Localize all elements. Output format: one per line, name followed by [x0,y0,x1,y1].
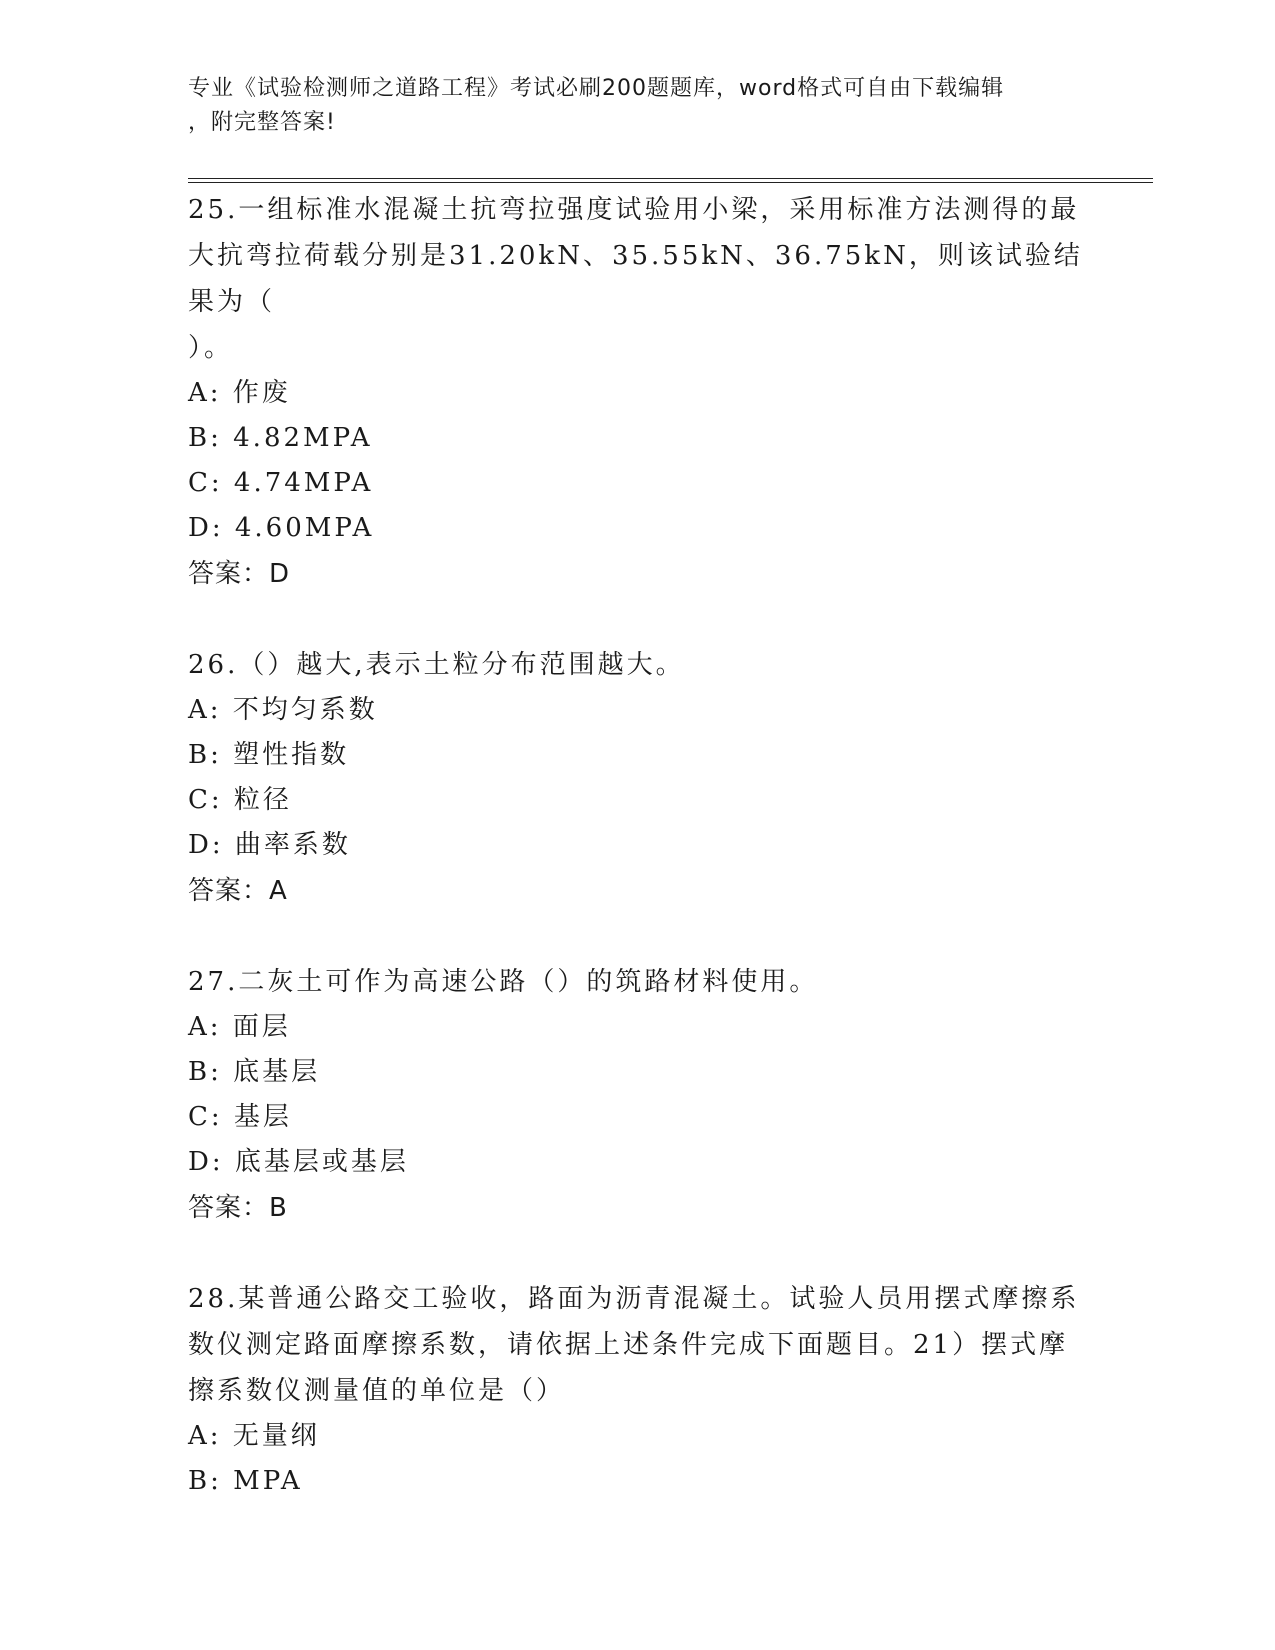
question-list [188,187,1088,1549]
header-title-line-1: 专业《试验检测师之道路工程》考试必刷200题题库，word格式可自由下载编辑 [188,76,1005,101]
option-c: C: 粒径 [188,785,292,815]
question-block-26 [188,642,1088,914]
option-b: B: 4.82MPA [188,423,373,453]
option-d: D: 曲率系数 [188,830,351,860]
option-a: A: 面层 [188,1012,291,1042]
question-block-25 [188,187,1088,597]
answer-label: 答案：B [188,1193,288,1223]
option-c: C: 基层 [188,1102,292,1132]
question-text-line: 28.某普通公路交工验收，路面为沥青混凝土。试验人员用摆式摩擦系 [188,1284,1080,1314]
question-text-line: 擦系数仪测量值的单位是（） [188,1376,566,1406]
question-text-line: 数仪测定路面摩擦系数，请依据上述条件完成下面题目。21）摆式摩 [188,1330,1069,1360]
question-text-line: 大抗弯拉荷载分别是31.20kN、35.55kN、36.75kN，则该试验结果为（ [188,241,1083,317]
question-text-line: ）。 [188,333,234,363]
question-text-line: 27.二灰土可作为高速公路（）的筑路材料使用。 [188,967,819,997]
option-a: A: 作废 [188,378,291,408]
option-b: B: MPA [188,1466,303,1496]
document-header [188,72,1068,140]
header-title-line-2: ，附完整答案! [188,110,336,135]
answer-label: 答案：D [188,559,291,589]
option-d: D: 4.60MPA [188,513,375,543]
option-b: B: 底基层 [188,1057,321,1087]
option-b: B: 塑性指数 [188,740,350,770]
option-a: A: 无量纲 [188,1421,320,1451]
answer-label: 答案：A [188,876,288,906]
question-text-line: 25.一组标准水混凝土抗弯拉强度试验用小梁，采用标准方法测得的最 [188,195,1080,225]
option-c: C: 4.74MPA [188,468,374,498]
option-a: A: 不均匀系数 [188,695,378,725]
question-block-27 [188,959,1088,1231]
option-d: D: 底基层或基层 [188,1147,409,1177]
header-divider-bottom [188,182,1153,183]
question-block-28 [188,1276,1088,1504]
question-text-line: 26.（）越大,表示土粒分布范围越大。 [188,650,685,680]
header-divider-top [188,178,1153,179]
